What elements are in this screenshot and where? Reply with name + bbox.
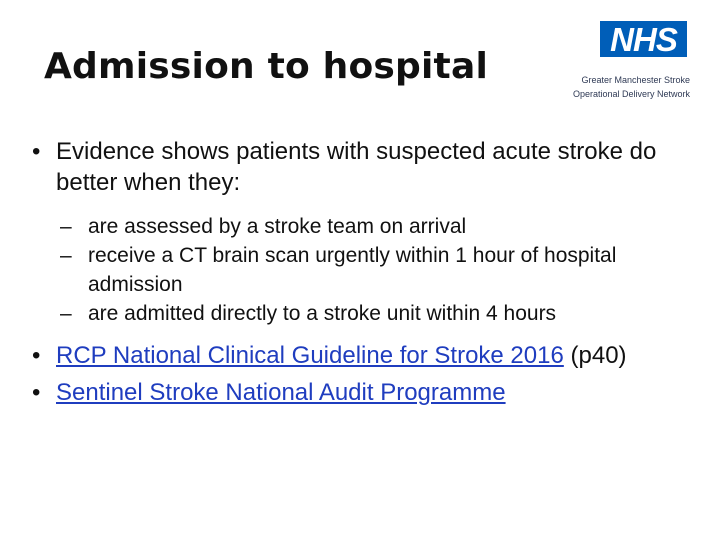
bullet-ssnap: [30, 377, 690, 408]
nhs-logo-text: NHS: [610, 21, 677, 57]
organisation-name: [573, 73, 690, 101]
slide-content: [30, 136, 690, 422]
sub-bullet-stroke-unit: [30, 299, 690, 328]
bullet-marker: •: [32, 379, 41, 406]
bullet-evidence: [30, 136, 690, 198]
org-line-2: Operational Delivery Network: [572, 89, 690, 99]
bullet-marker: •: [32, 138, 41, 165]
bullet-marker: •: [32, 342, 41, 369]
rcp-page-ref: (p40): [570, 342, 627, 369]
slide-title: Admission to hospital: [44, 46, 488, 87]
ssnap-link[interactable]: Sentinel Stroke National Audit Programme: [56, 379, 506, 406]
dash-marker: –: [60, 215, 72, 238]
sub-bullet-text: receive a CT brain scan urgently within 1 hour of hospital admission: [88, 244, 617, 296]
bullet-evidence-text: Evidence shows patients with suspected acute stroke do better when they:: [56, 138, 657, 196]
sub-bullet-ct-scan: [30, 241, 690, 299]
sub-bullet-assessed: [30, 212, 690, 241]
bullet-rcp-guideline: [30, 340, 690, 371]
nhs-logo: [600, 21, 687, 57]
dash-marker: –: [60, 244, 72, 267]
dash-marker: –: [60, 302, 72, 325]
sub-bullet-text: are admitted directly to a stroke unit within 4 hours: [88, 302, 557, 325]
org-line-1: Greater Manchester Stroke: [581, 75, 690, 85]
rcp-guideline-link[interactable]: RCP National Clinical Guideline for Stroke 2016: [56, 342, 564, 369]
sub-bullet-text: are assessed by a stroke team on arrival: [88, 215, 467, 238]
